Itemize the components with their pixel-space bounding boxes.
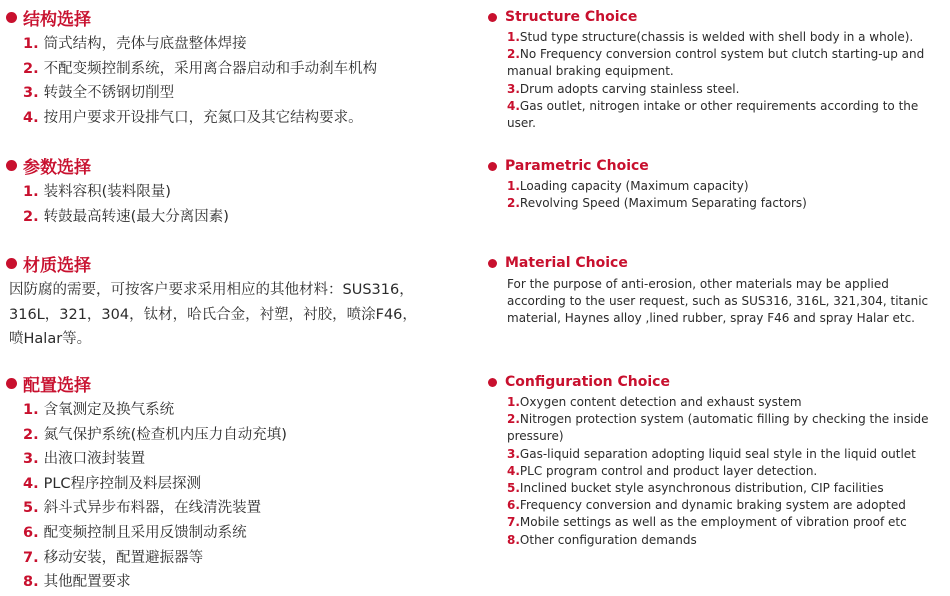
section-heading: [6, 372, 476, 394]
structure-section-cn: [6, 6, 476, 130]
list-item: 2.Revolving Speed (Maximum Separating factors): [507, 196, 807, 211]
material-section-en: [488, 253, 946, 328]
heading-text: Configuration Choice: [505, 374, 670, 390]
section-heading: [6, 154, 476, 176]
list-item: 2. 氮气保护系统(检查机内压力自动充填): [23, 426, 287, 443]
list-item: 6.Frequency conversion and dynamic braking system are adopted: [507, 498, 906, 513]
section-heading: [488, 156, 946, 176]
paragraph-line: 因防腐的需要，可按客户要求采用相应的其他材料：SUS316，: [9, 282, 414, 298]
parametric-section-cn: [6, 154, 476, 229]
list-item: 3. 出液口液封装置: [23, 451, 146, 468]
section-heading: [488, 253, 946, 273]
bullet-dot-icon: [6, 160, 17, 171]
bullet-dot-icon: [6, 12, 17, 23]
heading-text: 结构选择: [23, 9, 91, 30]
bullet-dot-icon: [488, 162, 497, 171]
list-item: 4.PLC program control and product layer detection.: [507, 463, 818, 478]
section-heading: [488, 7, 946, 27]
list-item: 4.Gas outlet, nitrogen intake or other requirements according to the user.: [507, 98, 919, 131]
configuration-section-en: [488, 372, 946, 549]
material-paragraph-cn: [6, 278, 476, 352]
parametric-list-en: [488, 178, 946, 212]
parametric-list-cn: [6, 180, 476, 229]
list-item: 1.Stud type structure(chassis is welded with shell body in a whole).: [507, 30, 914, 44]
list-item: 1. 筒式结构，壳体与底盘整体焊接: [23, 36, 247, 52]
list-item: 8. 其他配置要求: [23, 574, 131, 591]
bullet-dot-icon: [488, 259, 497, 268]
bullet-dot-icon: [488, 378, 497, 387]
section-heading: [6, 6, 476, 28]
list-item: 7.Mobile settings as well as the employment of vibration proof etc: [507, 515, 907, 530]
paragraph-line: 喷Halar等。: [9, 331, 92, 347]
configuration-list-en: [488, 394, 946, 549]
list-item: 1. 含氧测定及换气系统: [23, 402, 175, 418]
configuration-list-cn: [6, 398, 476, 595]
list-item: 3.Gas-liquid separation adopting liquid seal style in the liquid outlet: [507, 446, 916, 461]
heading-text: 参数选择: [23, 157, 91, 178]
parametric-section-en: [488, 156, 946, 212]
configuration-section-cn: [6, 372, 476, 595]
list-item: 5.Inclined bucket style asynchronous distribution, CIP facilities: [507, 481, 884, 496]
list-item: 1.Loading capacity (Maximum capacity): [507, 179, 749, 193]
bullet-dot-icon: [488, 13, 497, 22]
bullet-dot-icon: [6, 258, 17, 269]
heading-text: Parametric Choice: [505, 158, 649, 174]
list-item: 2. 转鼓最高转速(最大分离因素): [23, 208, 229, 225]
heading-text: Structure Choice: [505, 9, 638, 25]
list-item: 4. PLC程序控制及料层探测: [23, 475, 202, 492]
paragraph-line: 316L，321，304，钛材，哈氏合金，衬塑，衬胶，喷涂F46，: [9, 306, 417, 323]
section-heading: [6, 252, 476, 274]
list-item: 2.Nitrogen protection system (automatic filling by checking the inside pressure): [507, 412, 929, 444]
list-item: 3. 转鼓全不锈钢切削型: [23, 85, 175, 102]
material-paragraph-en: For the purpose of anti-erosion, other materials may be applied according to the user request, such as SUS316, 316L, 321,304, titanic material, Haynes alloy ,lined rubber, spray F46 and spray Halar etc.: [507, 277, 929, 326]
heading-text: 配置选择: [23, 375, 91, 396]
structure-list-en: [488, 29, 946, 132]
heading-text: Material Choice: [505, 255, 628, 271]
list-item: 1. 装料容积(装料限量): [23, 184, 171, 200]
list-item: 8.Other configuration demands: [507, 532, 697, 547]
heading-text: 材质选择: [23, 255, 91, 276]
list-item: 7. 移动安装，配置避振器等: [23, 549, 204, 566]
bullet-dot-icon: [6, 378, 17, 389]
list-item: 6. 配变频控制且采用反馈制动系统: [23, 524, 247, 541]
section-heading: [488, 372, 946, 392]
list-item: 1.Oxygen content detection and exhaust system: [507, 395, 802, 409]
structure-section-en: [488, 7, 946, 132]
list-item: 5. 斜斗式异步布料器，在线清洗装置: [23, 500, 262, 517]
list-item: 2. 不配变频控制系统，采用离合器启动和手动刹车机构: [23, 60, 378, 77]
material-section-cn: [6, 252, 476, 352]
structure-list-cn: [6, 32, 476, 130]
list-item: 3.Drum adopts carving stainless steel.: [507, 81, 740, 96]
list-item: 2.No Frequency conversion control system but clutch starting-up and manual braking equipment.: [507, 47, 925, 79]
list-item: 4. 按用户要求开设排气口，充氮口及其它结构要求。: [23, 109, 363, 126]
